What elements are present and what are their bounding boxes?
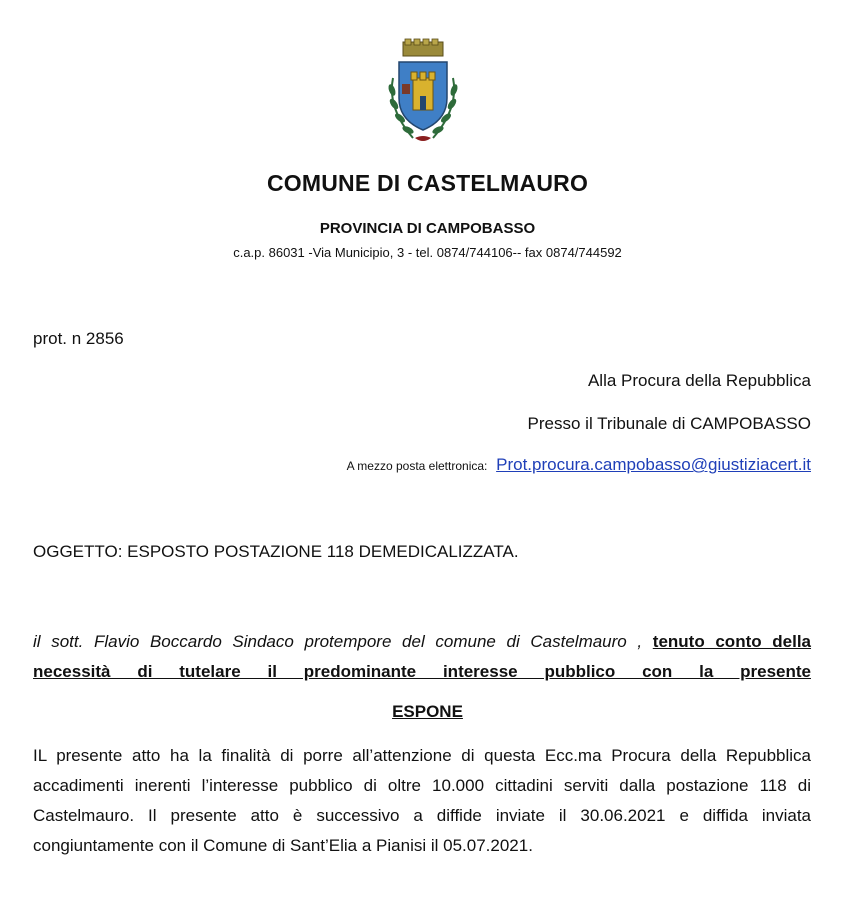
intro-bold-underlined-text: tenuto conto della necessità di tutelare il predominante interesse pubblico con la presente [33,632,812,681]
subject-line: OGGETTO: ESPOSTO POSTAZIONE 118 DEMEDICALIZZATA. [33,542,519,561]
municipality-title: COMUNE DI CASTELMAURO [266,170,589,196]
recipient-line-2: Presso il Tribunale di CAMPOBASSO [527,414,811,433]
municipal-crest-icon [383,38,463,148]
pec-email-link[interactable]: Prot.procura.campobasso@giustiziacert.it [496,455,811,474]
intro-paragraph [33,627,811,687]
body-paragraph: IL presente atto ha la finalità di porre all’attenzione di questa Ecc.ma Procura della Repubblica accadimenti inerenti l’interesse pubblico di oltre 10.000 cittadini serviti dalla postazione 118 di Castelmauro. Il presente atto è successivo a diffide inviate il 30.06.2021 e diffida inviata congiuntamente con il Comune di Sant’Elia a Pianisi il 05.07.2021. [33,746,811,855]
pec-label: A mezzo posta elettronica: [346,459,488,473]
intro-italic-text: il sott. Flavio Boccardo Sindaco protempore del comune di Castelmauro , [33,632,643,651]
protocol-number: prot. n 2856 [33,329,124,348]
recipient-line-1: Alla Procura della Repubblica [587,371,811,390]
pec-line [347,455,811,475]
contact-address: c.a.p. 86031 -Via Municipio, 3 - tel. 0874/744106-- fax 0874/744592 [233,245,622,260]
section-heading: ESPONE [392,702,463,721]
province-name: PROVINCIA DI CAMPOBASSO [319,220,536,237]
